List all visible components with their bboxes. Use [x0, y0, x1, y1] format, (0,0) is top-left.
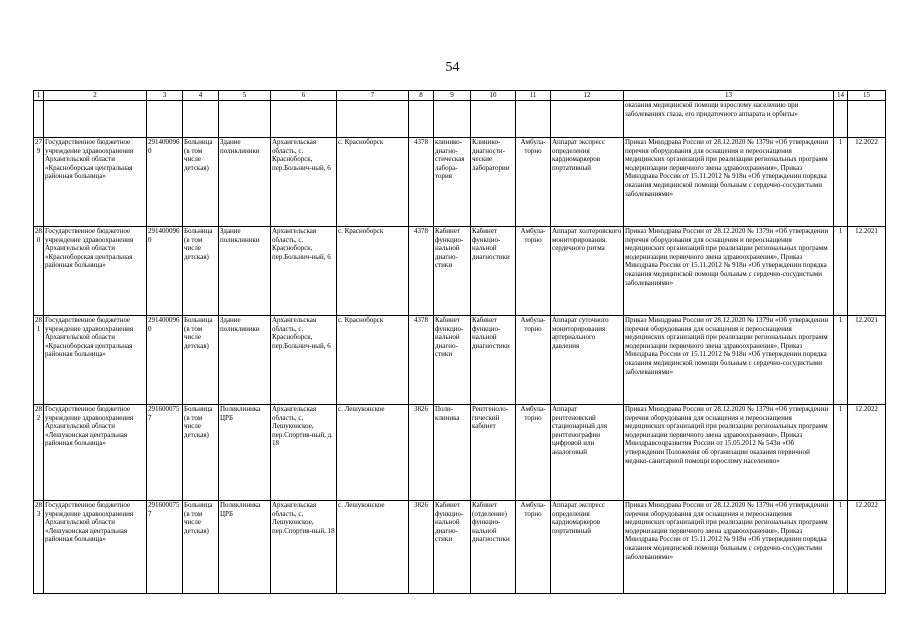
quantity: 1: [834, 501, 848, 594]
header-cell-3: 3: [147, 91, 183, 101]
header-cell-12: 12: [551, 91, 624, 101]
population: 4378: [409, 316, 434, 405]
header-cell-11: 11: [516, 91, 551, 101]
header-cell-1: 1: [34, 91, 44, 101]
table-row: [34, 501, 886, 594]
legal-basis: Приказ Минздрава России от 28.12.2020 № 1379н «Об утверждении перечня оборудования для оснащения и переоснащения медицинских организаций при реализации региональных программ модернизации первичного звена здравоохранения», Приказ Минздрава России от 15.11.2012 № 918н «Об утверждении порядка оказания медицинской помощи больным с сердечно-сосудистыми заболеваниями»: [624, 227, 834, 316]
header-cell-4: 4: [183, 91, 219, 101]
settlement: с. Красноборск: [337, 138, 409, 227]
organization-name: Государственное бюджетное учреждение здравоохранения Архангельской области «Красноборская центральная районная больница»: [44, 138, 147, 227]
organization-name: Государственное бюджетное учреждение здравоохранения Архангельской области «Красноборская центральная районная больница»: [44, 316, 147, 405]
continuation-row: [34, 101, 886, 138]
settlement: с. Красноборск: [337, 316, 409, 405]
address: Архангельская область, с. Лешуконское, пер.Спортив-ный, д. 18: [271, 405, 337, 501]
building-name: Поликлиника ЦРБ: [219, 501, 271, 594]
header-cell-9: 9: [434, 91, 471, 101]
settlement: с. Лешуконское: [337, 501, 409, 594]
department-name: Кабинет функцио-нальной диагностики: [471, 316, 516, 405]
address: Архангельская область, с. Красноборск, пер.Больнич-ный, 6: [271, 316, 337, 405]
deadline-date: 12.2022: [848, 138, 886, 227]
building-name: Здание поликлиники: [219, 316, 271, 405]
quantity: 1: [834, 227, 848, 316]
department-name: Клинико-диагности-ческие лаборатории: [471, 138, 516, 227]
care-mode: Амбула-торно: [516, 138, 551, 227]
header-cell-5: 5: [219, 91, 271, 101]
population: 4378: [409, 138, 434, 227]
department-name: Рентгеноло-гический кабинет: [471, 405, 516, 501]
facility-type: Больница (в том числе детская): [183, 138, 219, 227]
care-mode: Амбула-торно: [516, 316, 551, 405]
quantity: 1: [834, 405, 848, 501]
care-mode: Амбула-торно: [516, 405, 551, 501]
equipment-table: [33, 90, 886, 594]
organization-name: Государственное бюджетное учреждение здравоохранения Архангельской области «Красноборская центральная районная больница»: [44, 227, 147, 316]
inn-code: 2916000757: [147, 501, 183, 594]
header-row: [34, 91, 886, 101]
organization-name: Государственное бюджетное учреждение здравоохранения Архангельской области «Лешуконская центральная районная больница»: [44, 501, 147, 594]
row-number: 282: [34, 405, 44, 501]
population: 4378: [409, 227, 434, 316]
population: 3826: [409, 405, 434, 501]
inn-code: 2914000960: [147, 138, 183, 227]
facility-type: Больница (в том числе детская): [183, 227, 219, 316]
department-name: Кабинет (отделение) функцио-нальной диагностики: [471, 501, 516, 594]
header-cell-7: 7: [337, 91, 409, 101]
header-cell-6: 6: [271, 91, 337, 101]
header-cell-13: 13: [624, 91, 834, 101]
address: Архангельская область, с. Лешуконское, пер.Спортив-ный, 18: [271, 501, 337, 594]
header-cell-15: 15: [848, 91, 886, 101]
page-number: 54: [445, 60, 460, 75]
deadline-date: 12.2022: [848, 501, 886, 594]
settlement: с. Лешуконское: [337, 405, 409, 501]
inn-code: 2916000757: [147, 405, 183, 501]
building-name: Здание поликлиники: [219, 138, 271, 227]
address: Архангельская область, с. Красноборск, пер.Больнич-ный, 6: [271, 138, 337, 227]
building-name: Поликлиника ЦРБ: [219, 405, 271, 501]
building-name: Здание поликлиники: [219, 227, 271, 316]
quantity: 1: [834, 316, 848, 405]
header-cell-10: 10: [471, 91, 516, 101]
unit-name: клинико-диагно-стическая лабора-тория: [434, 138, 471, 227]
unit-name: Поли-клиника: [434, 405, 471, 501]
legal-basis: Приказ Минздрава России от 28.12.2020 № 1379н «Об утверждении перечня оборудования для оснащения и переоснащения медицинских организаций при реализации региональных программ модернизации первичного звена здравоохранения», Приказ Минздрава России от 15.11.2012 № 918н «Об утверждении порядка оказания медицинской помощи больным с сердечно-сосудистыми заболеваниями»: [624, 316, 834, 405]
equipment-name: Аппарат рентгеновский стационарный для рентгенографии цифровой или аналоговый: [551, 405, 624, 501]
quantity: 1: [834, 138, 848, 227]
facility-type: Больница (в том числе детская): [183, 405, 219, 501]
legal-basis: Приказ Минздрава России от 28.12.2020 № 1379н «Об утверждении перечня оборудования для оснащения и переоснащения медицинских организаций при реализации региональных программ модернизации первичного звена здравоохранения», Приказ Минздрава России от 15.11.2012 № 918н «Об утверждении порядка оказания медицинской помощи больным с сердечно-сосудистыми заболеваниями»: [624, 138, 834, 227]
row-number: 283: [34, 501, 44, 594]
address: Архангельская область, с. Красноборск, пер.Больнич-ный, 6: [271, 227, 337, 316]
facility-type: Больница (в том числе детская): [183, 501, 219, 594]
table-row: [34, 138, 886, 227]
deadline-date: 12.2022: [848, 405, 886, 501]
equipment-name: Аппарат суточного мониторирования артериального давления: [551, 316, 624, 405]
continuation-basis-text: оказания медицинской помощи взрослому населению при заболеваниях глаза, его придаточного аппарата и орбиты»: [624, 101, 834, 138]
table-row: [34, 227, 886, 316]
header-cell-2: 2: [44, 91, 147, 101]
row-number: 279: [34, 138, 44, 227]
table-row: [34, 316, 886, 405]
deadline-date: 12.2021: [848, 316, 886, 405]
inn-code: 2914000960: [147, 316, 183, 405]
care-mode: Амбула-торно: [516, 227, 551, 316]
legal-basis: Приказ Минздрава России от 28.12.2020 № 1379н «Об утверждении перечня оборудования для оснащения и переоснащения медицинских организаций при реализации региональных программ модернизации первичного звена здравоохранения», Приказ Минздравсоцразвития России от 15.05.2012 № 543н «Об утверждении Положения об организации оказания первичной медико-санитарной помощи взрослому населению»: [624, 405, 834, 501]
header-cell-8: 8: [409, 91, 434, 101]
row-number: 281: [34, 316, 44, 405]
organization-name: Государственное бюджетное учреждение здравоохранения Архангельской области «Лешуконская центральная районная больница»: [44, 405, 147, 501]
unit-name: Кабинет функцио-нальной диагно-стики: [434, 316, 471, 405]
equipment-name: Аппарат экспресс определения кардиомаркеров портативный: [551, 501, 624, 594]
equipment-name: Аппарат экспресс определения кардиомаркеров портативный: [551, 138, 624, 227]
facility-type: Больница (в том числе детская): [183, 316, 219, 405]
department-name: Кабинет функцио-нальной диагностики: [471, 227, 516, 316]
deadline-date: 12.2021: [848, 227, 886, 316]
settlement: с. Красноборск: [337, 227, 409, 316]
inn-code: 2914000960: [147, 227, 183, 316]
unit-name: Кабинет функцио-нальной диагно-стики: [434, 227, 471, 316]
legal-basis: Приказ Минздрава России от 28.12.2020 № 1379н «Об утверждении перечня оборудования для оснащения и переоснащения медицинских организаций при реализации региональных программ модернизации первичного звена здравоохранения», Приказ Минздрава России от 15.11.2012 № 918н «Об утверждении порядка оказания медицинской помощи больным с сердечно-сосудистыми заболеваниями»: [624, 501, 834, 594]
header-cell-14: 14: [834, 91, 848, 101]
population: 3826: [409, 501, 434, 594]
row-number: 280: [34, 227, 44, 316]
equipment-name: Аппарат холтеровского мониторирования сердечного ритма: [551, 227, 624, 316]
table-row: [34, 405, 886, 501]
care-mode: Амбула-торно: [516, 501, 551, 594]
unit-name: Кабинет функцио-нальной диагно-стики: [434, 501, 471, 594]
